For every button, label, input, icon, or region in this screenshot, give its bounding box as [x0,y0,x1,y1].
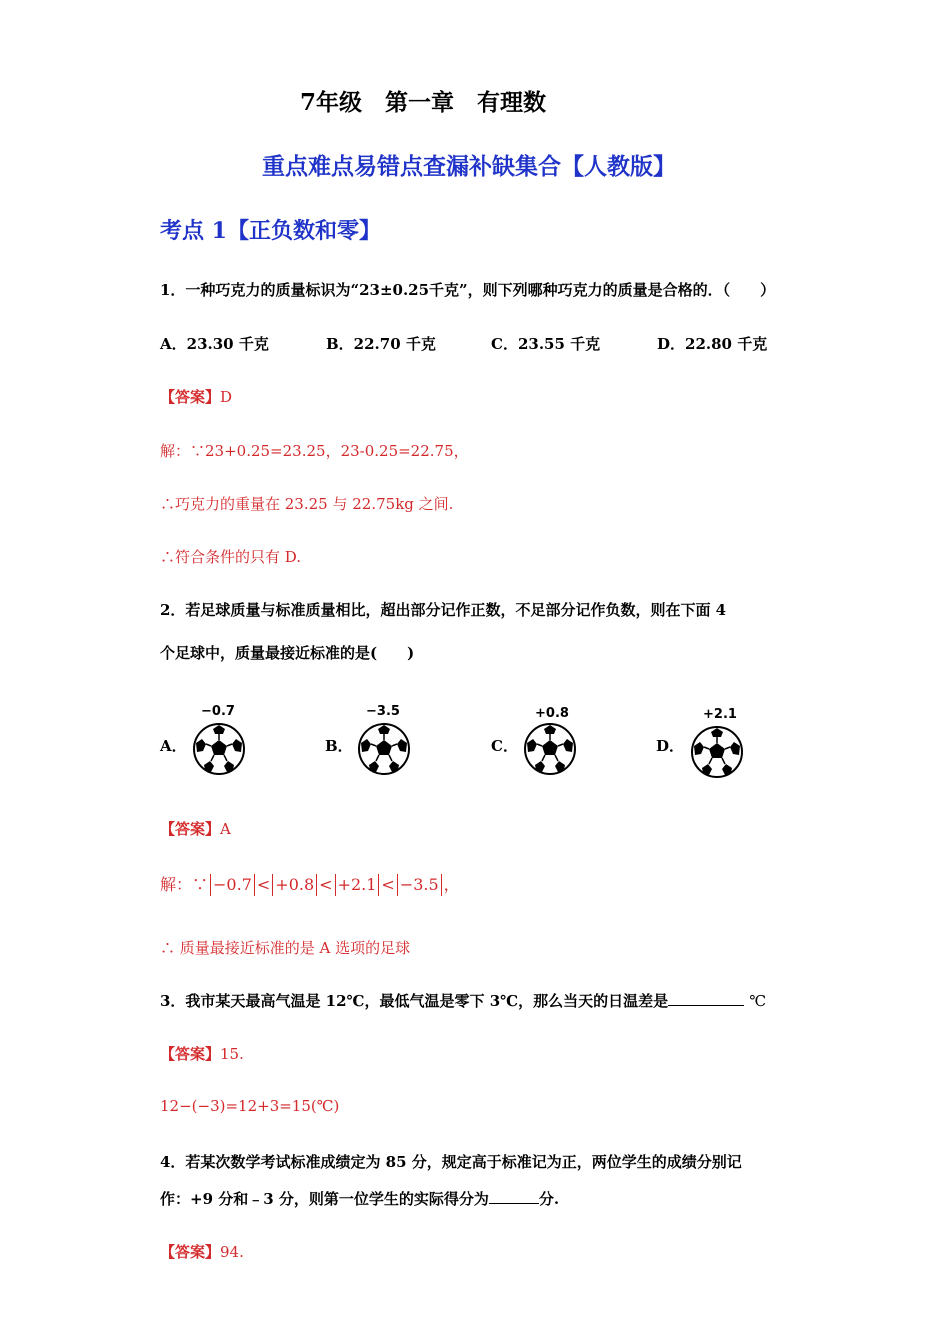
q2-solution-inequality [160,872,460,896]
q1-solution-line-2: ∴巧克力的重量在 23.25 与 22.75kg 之间. [160,495,454,513]
less-than-2: < [319,875,333,894]
soccer-ball-icon [357,722,411,780]
solution-prefix: 解：∵ [160,875,209,894]
unit: ℃ [749,992,767,1010]
answer-tag: 【答案】 [160,388,221,406]
less-than-3: < [381,875,395,894]
solution-suffix: ， [443,875,460,894]
q2-option-a-letter: A． [160,737,187,755]
answer-tag: 【答案】 [160,1045,221,1063]
answer-tag: 【答案】 [160,1243,221,1261]
abs-value-1: −0.7 [210,874,255,896]
question-2-text-line-1: 2．若足球质量与标准质量相比，超出部分记作正数，不足部分记作负数，则在下面 4 [160,601,727,619]
soccer-ball-icon [690,725,744,783]
answer-value: A [220,820,231,838]
answer-blank[interactable] [489,1203,539,1204]
soccer-ball-icon [523,722,577,780]
q1-solution-line-1: 解：∵23+0.25=23.25，23-0.25=22.75， [160,442,469,460]
soccer-ball-icon [192,722,246,780]
question-4-stem: 作：+9 分和﹣3 分，则第一位学生的实际得分为 [160,1190,489,1208]
question-3-text [160,990,766,1011]
question-4-text-line-1: 4．若某次数学考试标准成绩定为 85 分，规定高于标准记为正，两位学生的成绩分别记 [160,1153,742,1171]
soccer-ball-icon-graphic [192,722,246,776]
q1-option-d: D．22.80 千克 [657,335,768,353]
q2-option-d-label: +2.1 [703,707,737,722]
page-subtitle: 重点难点易错点查漏补缺集合【人教版】 [262,153,676,180]
abs-value-4: −3.5 [397,874,442,896]
answer-value: D [220,388,233,406]
q2-option-a-label: −0.7 [201,704,235,719]
q1-option-c: C．23.55 千克 [491,335,601,353]
question-1-text: 1．一种巧克力的质量标识为“23±0.25千克”，则下列哪种巧克力的质量是合格的．（ ） [160,281,776,299]
q2-option-d-letter: D． [656,737,685,755]
less-than-1: < [256,875,271,894]
soccer-ball-icon-graphic [357,722,411,776]
answer-tag: 【答案】 [160,820,221,838]
q3-answer [160,1043,244,1064]
question-4-tail: 分. [538,1190,560,1208]
q1-solution-line-3: ∴符合条件的只有 D. [160,548,302,566]
abs-value-3: +2.1 [335,874,380,896]
answer-value: 15. [220,1045,244,1063]
q2-option-b-label: −3.5 [366,704,400,719]
soccer-ball-icon-graphic [690,725,744,779]
answer-blank[interactable] [668,1005,744,1006]
q1-option-b: B．22.70 千克 [326,335,436,353]
q2-option-c-label: +0.8 [535,706,569,721]
page-title: 7年级 第一章 有理数 [300,89,547,116]
q2-answer [160,818,231,839]
q1-option-a: A．23.30 千克 [160,335,269,353]
q4-answer [160,1241,244,1262]
q3-solution: 12−(−3)=12+3=15(℃) [160,1097,340,1115]
q1-answer [160,386,232,407]
q2-option-c-letter: C． [491,737,518,755]
q2-conclusion: ∴ 质量最接近标准的是 A 选项的足球 [160,939,411,957]
answer-value: 94. [220,1243,244,1261]
abs-value-2: +0.8 [272,874,317,896]
question-4-text-line-2 [160,1188,559,1209]
question-2-text-line-2: 个足球中，质量最接近标准的是( ) [160,644,415,662]
soccer-ball-icon-graphic [523,722,577,776]
section-heading: 考点 1【正负数和零】 [160,218,381,244]
q2-option-b-letter: B． [325,737,353,755]
question-3-stem: 3．我市某天最高气温是 12℃，最低气温是零下 3℃，那么当天的日温差是 [160,992,669,1010]
